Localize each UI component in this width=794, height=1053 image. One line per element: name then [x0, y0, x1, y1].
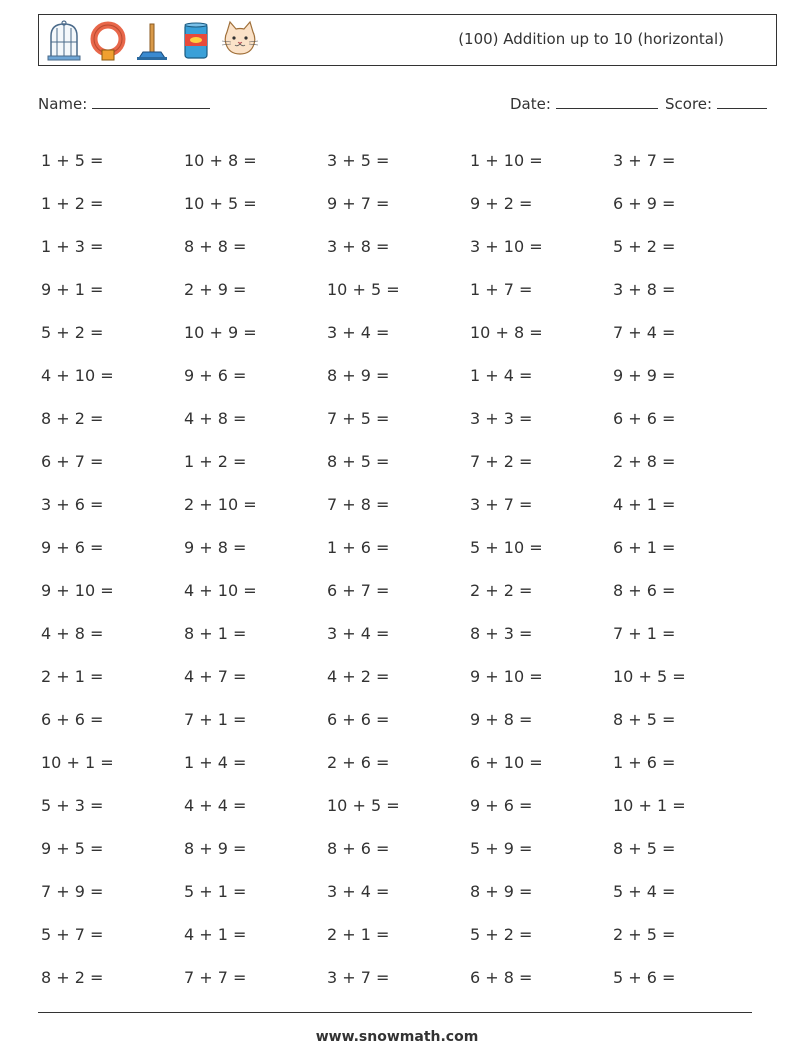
addition-problem: 1 + 6 = [613, 753, 676, 772]
addition-problem: 6 + 6 = [41, 710, 104, 729]
addition-problem: 8 + 6 = [613, 581, 676, 600]
addition-problem: 10 + 9 = [184, 323, 257, 342]
problem-row [41, 397, 761, 440]
addition-problem: 7 + 1 = [184, 710, 247, 729]
addition-problem: 8 + 5 = [613, 839, 676, 858]
addition-problem: 3 + 6 = [41, 495, 104, 514]
addition-problem: 9 + 9 = [613, 366, 676, 385]
addition-problem: 10 + 5 = [327, 796, 400, 815]
score-blank[interactable] [717, 93, 767, 109]
addition-problem: 9 + 7 = [327, 194, 390, 213]
addition-problem: 9 + 8 = [470, 710, 533, 729]
addition-problem: 3 + 7 = [613, 151, 676, 170]
addition-problem: 2 + 8 = [613, 452, 676, 471]
addition-problem: 3 + 4 = [327, 882, 390, 901]
addition-problem: 2 + 5 = [613, 925, 676, 944]
addition-problem: 8 + 9 = [184, 839, 247, 858]
addition-problem: 5 + 1 = [184, 882, 247, 901]
addition-problem: 10 + 5 = [184, 194, 257, 213]
addition-problem: 4 + 2 = [327, 667, 390, 686]
addition-problem: 7 + 1 = [613, 624, 676, 643]
addition-problem: 3 + 7 = [470, 495, 533, 514]
addition-problem: 1 + 3 = [41, 237, 104, 256]
addition-problem: 8 + 5 = [613, 710, 676, 729]
addition-problem: 6 + 10 = [470, 753, 543, 772]
problem-row [41, 483, 761, 526]
addition-problem: 10 + 1 = [41, 753, 114, 772]
addition-problem: 5 + 9 = [470, 839, 533, 858]
problem-row [41, 870, 761, 913]
addition-problem: 4 + 4 = [184, 796, 247, 815]
footer-divider [38, 1012, 752, 1013]
problem-row [41, 225, 761, 268]
addition-problem: 6 + 7 = [327, 581, 390, 600]
addition-problem: 9 + 6 = [41, 538, 104, 557]
problem-row [41, 182, 761, 225]
problem-row [41, 655, 761, 698]
addition-problem: 1 + 2 = [184, 452, 247, 471]
addition-problem: 8 + 8 = [184, 237, 247, 256]
addition-problem: 3 + 8 = [327, 237, 390, 256]
addition-problem: 5 + 2 = [613, 237, 676, 256]
addition-problem: 8 + 5 = [327, 452, 390, 471]
problem-row [41, 139, 761, 182]
addition-problem: 10 + 1 = [613, 796, 686, 815]
addition-problem: 7 + 8 = [327, 495, 390, 514]
tin-can-icon [177, 20, 215, 62]
addition-problem: 6 + 6 = [327, 710, 390, 729]
date-label: Date: [510, 95, 551, 113]
addition-problem: 9 + 6 = [470, 796, 533, 815]
problem-row [41, 784, 761, 827]
name-blank[interactable] [92, 93, 210, 109]
addition-problem: 8 + 6 = [327, 839, 390, 858]
score-field[interactable] [665, 93, 767, 113]
problem-row [41, 569, 761, 612]
problem-row [41, 612, 761, 655]
problem-row [41, 526, 761, 569]
addition-problem: 9 + 1 = [41, 280, 104, 299]
worksheet-header [38, 14, 777, 66]
addition-problem: 2 + 1 = [41, 667, 104, 686]
addition-problem: 8 + 2 = [41, 409, 104, 428]
problem-row [41, 268, 761, 311]
addition-problem: 6 + 6 = [613, 409, 676, 428]
addition-problem: 1 + 7 = [470, 280, 533, 299]
addition-problem: 1 + 5 = [41, 151, 104, 170]
addition-problem: 9 + 2 = [470, 194, 533, 213]
date-field[interactable] [510, 93, 658, 113]
addition-problem: 9 + 5 = [41, 839, 104, 858]
addition-problem: 4 + 8 = [184, 409, 247, 428]
addition-problem: 2 + 10 = [184, 495, 257, 514]
score-label: Score: [665, 95, 713, 113]
addition-problem: 3 + 5 = [327, 151, 390, 170]
addition-problem: 3 + 8 = [613, 280, 676, 299]
addition-problem: 4 + 8 = [41, 624, 104, 643]
name-label: Name: [38, 95, 88, 113]
footer-website: www.snowmath.com [315, 1029, 479, 1045]
plunger-icon [133, 20, 171, 62]
addition-problem: 2 + 1 = [327, 925, 390, 944]
addition-problem: 10 + 8 = [184, 151, 257, 170]
addition-problem: 4 + 7 = [184, 667, 247, 686]
addition-problem: 7 + 4 = [613, 323, 676, 342]
worksheet-title: (100) Addition up to 10 (horizontal) [458, 30, 724, 48]
addition-problem: 10 + 5 = [613, 667, 686, 686]
addition-problem: 8 + 2 = [41, 968, 104, 987]
addition-problem: 8 + 9 = [470, 882, 533, 901]
addition-problem: 5 + 3 = [41, 796, 104, 815]
addition-problem: 4 + 10 = [41, 366, 114, 385]
addition-problem: 5 + 10 = [470, 538, 543, 557]
addition-problem: 3 + 4 = [327, 323, 390, 342]
addition-problem: 9 + 8 = [184, 538, 247, 557]
addition-problem: 6 + 1 = [613, 538, 676, 557]
cat-face-icon [221, 20, 259, 62]
addition-problem: 5 + 4 = [613, 882, 676, 901]
problem-row [41, 827, 761, 870]
addition-problem: 1 + 2 = [41, 194, 104, 213]
addition-problem: 2 + 6 = [327, 753, 390, 772]
addition-problem: 7 + 9 = [41, 882, 104, 901]
addition-problem: 9 + 10 = [41, 581, 114, 600]
addition-problem: 2 + 9 = [184, 280, 247, 299]
addition-problem: 7 + 2 = [470, 452, 533, 471]
name-field[interactable] [38, 93, 210, 113]
addition-problem: 4 + 1 = [184, 925, 247, 944]
addition-problem: 3 + 10 = [470, 237, 543, 256]
addition-problem: 1 + 4 = [470, 366, 533, 385]
addition-problem: 6 + 8 = [470, 968, 533, 987]
addition-problem: 6 + 9 = [613, 194, 676, 213]
addition-problem: 10 + 5 = [327, 280, 400, 299]
addition-problem: 6 + 7 = [41, 452, 104, 471]
addition-problem: 8 + 1 = [184, 624, 247, 643]
problem-row [41, 741, 761, 784]
addition-problem: 1 + 10 = [470, 151, 543, 170]
header-icons [45, 19, 259, 63]
birdcage-icon [45, 20, 83, 62]
addition-problem: 1 + 6 = [327, 538, 390, 557]
addition-problem: 3 + 3 = [470, 409, 533, 428]
addition-problem: 8 + 3 = [470, 624, 533, 643]
problem-row [41, 913, 761, 956]
addition-problem: 4 + 1 = [613, 495, 676, 514]
problem-grid [41, 139, 761, 999]
addition-problem: 7 + 7 = [184, 968, 247, 987]
problem-row [41, 354, 761, 397]
addition-problem: 1 + 4 = [184, 753, 247, 772]
life-ring-icon [89, 20, 127, 62]
addition-problem: 3 + 4 = [327, 624, 390, 643]
addition-problem: 5 + 7 = [41, 925, 104, 944]
addition-problem: 7 + 5 = [327, 409, 390, 428]
addition-problem: 3 + 7 = [327, 968, 390, 987]
addition-problem: 8 + 9 = [327, 366, 390, 385]
addition-problem: 10 + 8 = [470, 323, 543, 342]
addition-problem: 9 + 10 = [470, 667, 543, 686]
addition-problem: 5 + 2 = [470, 925, 533, 944]
addition-problem: 5 + 6 = [613, 968, 676, 987]
problem-row [41, 311, 761, 354]
addition-problem: 4 + 10 = [184, 581, 257, 600]
addition-problem: 2 + 2 = [470, 581, 533, 600]
problem-row [41, 698, 761, 741]
addition-problem: 5 + 2 = [41, 323, 104, 342]
date-blank[interactable] [556, 93, 658, 109]
problem-row [41, 956, 761, 999]
problem-row [41, 440, 761, 483]
addition-problem: 9 + 6 = [184, 366, 247, 385]
